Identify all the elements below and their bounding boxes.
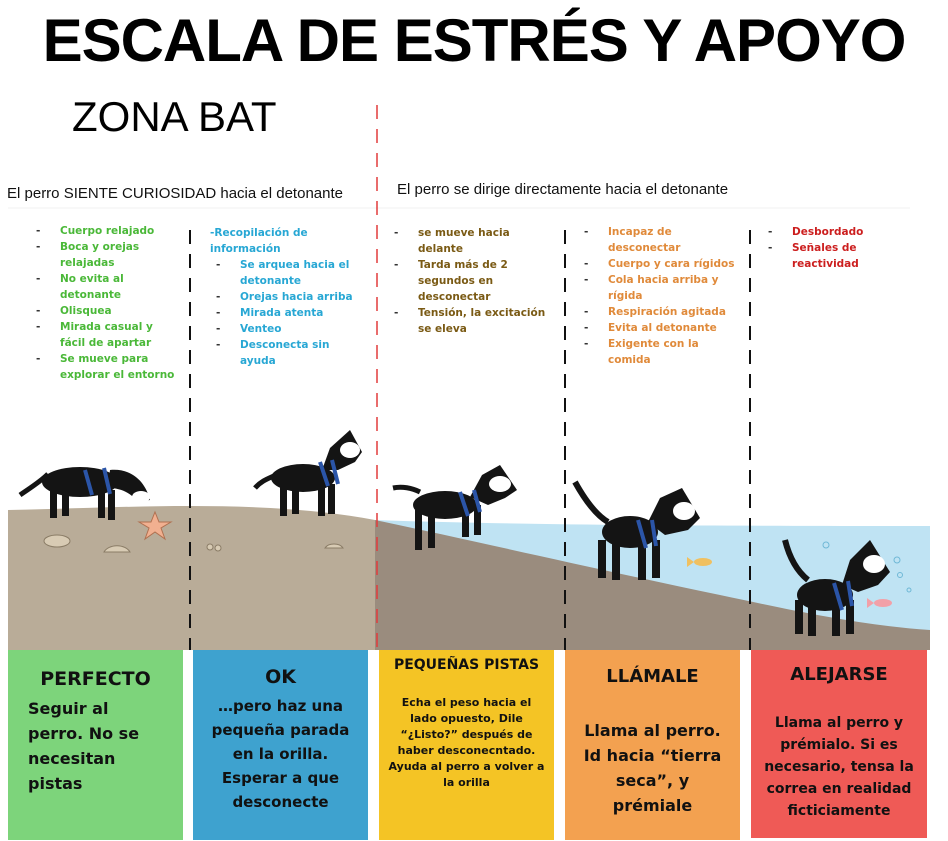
column-call-signs (578, 224, 738, 368)
card-pequenas-pistas (379, 650, 554, 840)
main-title: ESCALA DE ESTRÉS Y APOYO (42, 7, 906, 74)
card-text: Seguir al perro. No se necesitan pistas (28, 699, 140, 793)
list-header: -Recopilación de información (210, 227, 308, 255)
subtitle: ZONA BAT (72, 93, 277, 140)
card-title: LLÁMALE (606, 666, 699, 687)
list-item: - Desbordado (762, 224, 912, 240)
list-item: - Evita al detonante (578, 320, 738, 336)
card-text: …pero haz una pequeña parada en la orilla. Esperar a que desconecte (211, 697, 350, 811)
list-item: - Mirada casual y fácil de apartar (30, 319, 180, 351)
list-item: - Boca y orejas relajadas (30, 239, 180, 271)
list-item: - Señales de reactividad (762, 240, 912, 272)
list-item: - Respiración agitada (578, 304, 738, 320)
list-item: - Tarda más de 2 segundos en desconectar (388, 257, 548, 305)
card-text: Echa el peso hacia el lado opuesto, Dile “¿Listo?” después de haber desconecntado. Ayuda al perro a volver a la orilla (388, 696, 545, 789)
card-text: Llama al perro y prémialo. Si es necesario, tensa la correa en realidad ficticiamente (764, 715, 914, 819)
dog-alert-icon (255, 430, 362, 516)
card-title: OK (265, 666, 296, 688)
list-item: - Olisquea (30, 303, 180, 319)
card-perfecto (8, 650, 183, 840)
dry-sand (8, 506, 375, 650)
card-title: ALEJARSE (790, 664, 888, 685)
right-intro: El perro se dirige directamente hacia el detonante (397, 181, 729, 198)
list-item: - Desconecta sin ayuda (210, 337, 360, 369)
card-alejarse (751, 650, 927, 838)
column-move-away-signs (762, 224, 912, 272)
card-ok (193, 650, 368, 840)
list-item: - Mirada atenta (210, 305, 360, 321)
list-item: - Cuerpo relajado (30, 223, 180, 239)
card-title: PERFECTO (40, 668, 151, 690)
card-llamale (565, 650, 740, 840)
list-item: - Se arquea hacia el detonante (210, 257, 360, 289)
card-text: Llama al perro. Id hacia “tierra seca”, y prémiale (583, 721, 722, 815)
list-item: - Se mueve para explorar el entorno (30, 351, 180, 383)
list-item: - Venteo (210, 321, 360, 337)
column-ok-signs (210, 225, 360, 369)
list-item: - Cola hacia arriba y rígida (578, 272, 738, 304)
column-small-cues-signs (388, 225, 548, 337)
list-item: - Orejas hacia arriba (210, 289, 360, 305)
list-item: - No evita al detonante (30, 271, 180, 303)
left-intro: El perro SIENTE CURIOSIDAD hacia el detonante (7, 185, 343, 202)
list-item: - Tensión, la excitación se eleva (388, 305, 548, 337)
column-perfect-signs (30, 223, 180, 383)
list-item: - se mueve hacia delante (388, 225, 548, 257)
list-item: - Exigente con la comida (578, 336, 738, 368)
list-item: - Incapaz de desconectar (578, 224, 738, 256)
card-title: PEQUEÑAS PISTAS (393, 657, 540, 673)
list-item: - Cuerpo y cara rígidos (578, 256, 738, 272)
